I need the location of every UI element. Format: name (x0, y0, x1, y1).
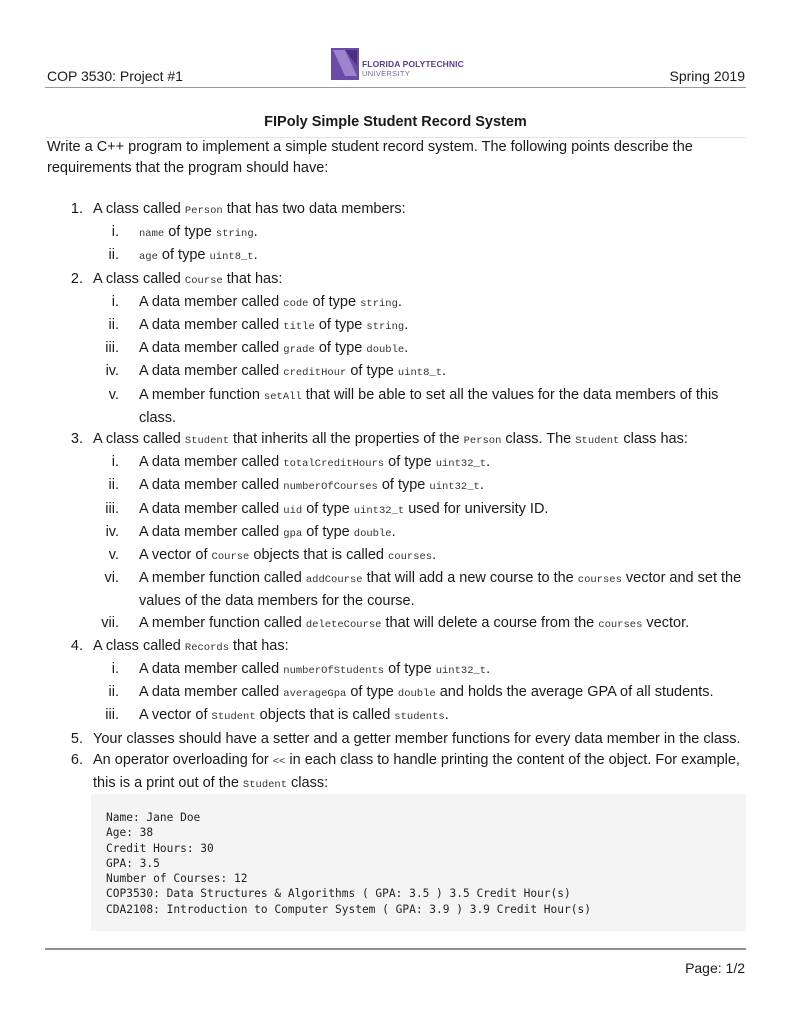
sub-requirement-item (47, 522, 757, 545)
sub-requirement-item (47, 315, 757, 338)
text-run: that will be able to set all the values for the data members of this class. (139, 386, 719, 426)
inline-code: Records (184, 641, 229, 654)
sub-item-numeral: i. (111, 293, 119, 310)
sub-requirement-item (47, 613, 757, 636)
text-run: A member function (139, 386, 264, 403)
text-run: A data member called (139, 500, 284, 517)
inline-code: string (360, 297, 398, 310)
text-run: A class called (93, 637, 185, 654)
inline-code: Student (184, 435, 229, 448)
text-run: . (442, 363, 447, 380)
sub-requirement-item (47, 361, 757, 384)
inline-code: students (394, 711, 445, 724)
inline-code: numberOfCourses (283, 481, 378, 494)
requirements-list (47, 199, 757, 796)
text-run: of type (377, 477, 430, 494)
item-number: 2. (70, 270, 83, 287)
inline-code: Person (463, 435, 502, 448)
text-run: of type (157, 247, 210, 264)
inline-code: numberOfStudents (283, 665, 385, 678)
sub-item-numeral: iii. (105, 340, 119, 357)
sub-item-numeral: v. (108, 386, 119, 403)
text-run: A data member called (139, 317, 284, 334)
text-run: A data member called (139, 454, 284, 471)
text-run: A class called (93, 431, 185, 448)
text-run: . (486, 454, 491, 471)
sub-requirement-item (47, 545, 757, 568)
output-line: Age: 38 (106, 826, 154, 840)
inline-code: courses (598, 618, 643, 631)
sub-item-numeral: ii. (108, 317, 119, 334)
requirement-item (47, 729, 757, 750)
text-run: of type (384, 454, 436, 471)
sub-requirement-item (47, 452, 757, 475)
item-number: 5. (70, 730, 83, 747)
text-run: class. The (501, 431, 576, 448)
text-run: . (253, 224, 258, 241)
text-run: class: (287, 775, 329, 792)
text-run: A data member called (139, 684, 284, 701)
text-run: that has: (229, 637, 289, 654)
inline-code: Course (184, 274, 223, 287)
page-number: Page: 1/2 (685, 960, 745, 976)
logo-line-1: FLORIDA POLYTECHNIC (362, 59, 464, 69)
inline-code: uint32_t (435, 665, 487, 678)
item-number: 1. (70, 201, 83, 217)
sub-requirement-item (47, 245, 757, 268)
inline-code: double (366, 344, 405, 357)
sub-item-numeral: iv. (105, 523, 119, 540)
inline-code: uint32_t (435, 458, 487, 471)
requirement-item (47, 636, 757, 659)
text-run: of type (302, 500, 354, 517)
text-run: A data member called (139, 293, 284, 310)
text-run: A data member called (139, 523, 284, 540)
sub-item-numeral: iv. (105, 363, 119, 380)
text-run: objects that is called (249, 547, 388, 564)
text-run: that will add a new course to the (362, 570, 578, 587)
text-run: A class called (93, 201, 185, 217)
output-line: COP3530: Data Structures & Algorithms ( GPA: 3.5 ) 3.5 Credit Hour(s) (106, 887, 571, 901)
sub-item-numeral: ii. (108, 477, 119, 494)
text-run: A data member called (139, 340, 284, 357)
text-run: and holds the average GPA of all students. (435, 684, 714, 701)
document-title: FIPoly Simple Student Record System (264, 114, 527, 130)
logo-line-2: UNIVERSITY (362, 69, 411, 78)
text-run: of type (314, 340, 367, 357)
sub-requirement-item (47, 338, 757, 361)
inline-code: uint8_t (209, 251, 254, 264)
inline-code: Student (242, 779, 288, 792)
output-line: CDA2108: Introduction to Computer System ( GPA: 3.9 ) 3.9 Credit Hour(s) (106, 902, 591, 916)
inline-code: Student (211, 711, 256, 724)
term-header: Spring 2019 (669, 68, 745, 84)
text-run: A member function called (139, 570, 306, 587)
text-run: A member function called (139, 614, 306, 631)
text-run: used for university ID. (404, 500, 549, 517)
inline-code: age (139, 251, 158, 264)
inline-code: totalCreditHours (283, 458, 385, 471)
text-run: . (404, 340, 409, 357)
sample-output-text (106, 810, 591, 917)
sub-item-numeral: ii. (108, 247, 119, 264)
text-run: vector and set the values of the data members for the course. (139, 570, 742, 610)
text-run: . (432, 547, 437, 564)
course-code-header: COP 3530: Project #1 (47, 68, 183, 84)
text-run: . (391, 523, 396, 540)
inline-code: double (353, 527, 392, 540)
inline-code: uint32_t (429, 481, 480, 494)
inline-code: addCourse (305, 574, 363, 587)
requirement-item (47, 429, 757, 452)
sub-item-numeral: i. (111, 454, 119, 471)
item-number: 6. (70, 751, 83, 768)
text-run: that will delete a course from the (381, 614, 599, 631)
text-run: in each class to handle printing the content of the object. For example, this is a print out of the (93, 751, 740, 792)
inline-code: string (366, 321, 405, 334)
header-divider (45, 87, 746, 88)
output-line: Number of Courses: 12 (106, 872, 248, 886)
text-run: of type (314, 317, 367, 334)
inline-code: courses (388, 551, 433, 564)
text-run: A vector of (139, 707, 212, 724)
sub-item-numeral: iii. (105, 707, 119, 724)
logo-text (362, 60, 464, 78)
item-number: 3. (70, 431, 83, 448)
inline-code: title (283, 321, 315, 334)
university-logo (331, 46, 471, 82)
text-run: . (253, 247, 258, 264)
text-run: that inherits all the properties of the (229, 431, 464, 448)
sub-item-numeral: ii. (108, 684, 119, 701)
sub-requirement-item (47, 705, 757, 728)
text-run: of type (302, 523, 354, 540)
item-number: 4. (70, 637, 83, 654)
sub-requirement-item (47, 292, 757, 315)
text-run: of type (308, 293, 361, 310)
sub-requirement-item (47, 499, 757, 522)
sub-requirement-item (47, 222, 757, 245)
sub-requirement-item (47, 659, 757, 682)
inline-code: name (139, 228, 165, 241)
text-run: objects that is called (255, 707, 395, 724)
sample-output-block (91, 794, 746, 931)
sub-requirement-item (47, 682, 757, 705)
text-run: A class called (93, 270, 185, 287)
inline-code: Student (575, 435, 620, 448)
text-run: of type (164, 224, 216, 241)
output-line: Credit Hours: 30 (106, 841, 214, 855)
inline-code: Person (184, 205, 223, 217)
sub-item-numeral: iii. (105, 500, 119, 517)
sub-item-numeral: i. (111, 661, 119, 678)
text-run: A data member called (139, 477, 284, 494)
output-line: Name: Jane Doe (106, 811, 201, 824)
text-run: An operator overloading for (93, 751, 273, 768)
text-run: class has: (619, 431, 688, 448)
text-run: that has: (222, 270, 283, 287)
output-line: GPA: 3.5 (106, 856, 160, 870)
inline-code: averageGpa (283, 688, 347, 701)
inline-code: uint8_t (397, 367, 442, 380)
inline-code: courses (577, 574, 622, 587)
inline-code: << (272, 755, 286, 768)
sub-requirement-item (47, 385, 757, 429)
inline-code: creditHour (283, 367, 347, 380)
text-run: A vector of (139, 547, 212, 564)
text-run: . (397, 293, 402, 310)
inline-code: gpa (283, 527, 303, 540)
text-run: A data member called (139, 363, 284, 380)
inline-code: code (283, 297, 309, 310)
text-run: . (444, 707, 449, 724)
sub-requirement-item (47, 568, 757, 612)
inline-code: deleteCourse (305, 618, 382, 631)
text-run: . (404, 317, 409, 334)
text-run: of type (384, 661, 436, 678)
intro-paragraph: Write a C++ program to implement a simple student record system. The following points describe the requirements that the program should have: (47, 139, 693, 176)
text-run: vector. (642, 614, 690, 631)
sub-item-numeral: vii. (101, 614, 119, 631)
text-run: . (486, 661, 491, 678)
text-run: of type (346, 684, 398, 701)
inline-code: Course (211, 551, 250, 564)
florida-poly-logo-icon (331, 46, 361, 82)
inline-code: string (215, 228, 254, 241)
sub-item-numeral: v. (108, 547, 119, 564)
inline-code: setAll (263, 390, 302, 403)
requirement-item (47, 199, 757, 222)
sub-item-numeral: i. (111, 224, 119, 241)
sub-item-numeral: vi. (104, 570, 119, 587)
inline-code: uint32_t (353, 504, 405, 517)
sub-requirement-item (47, 475, 757, 498)
text-run: of type (346, 363, 398, 380)
requirement-item (47, 750, 757, 796)
text-run: A data member called (139, 661, 284, 678)
text-run: that has two data members: (222, 201, 406, 217)
inline-code: grade (283, 344, 315, 357)
text-run: . (479, 477, 484, 494)
text-run: Your classes should have a setter and a getter member functions for every data member in the class. (93, 730, 741, 747)
footer-divider (45, 948, 746, 950)
inline-code: double (397, 688, 436, 701)
inline-code: uid (283, 504, 303, 517)
requirement-item (47, 269, 757, 292)
